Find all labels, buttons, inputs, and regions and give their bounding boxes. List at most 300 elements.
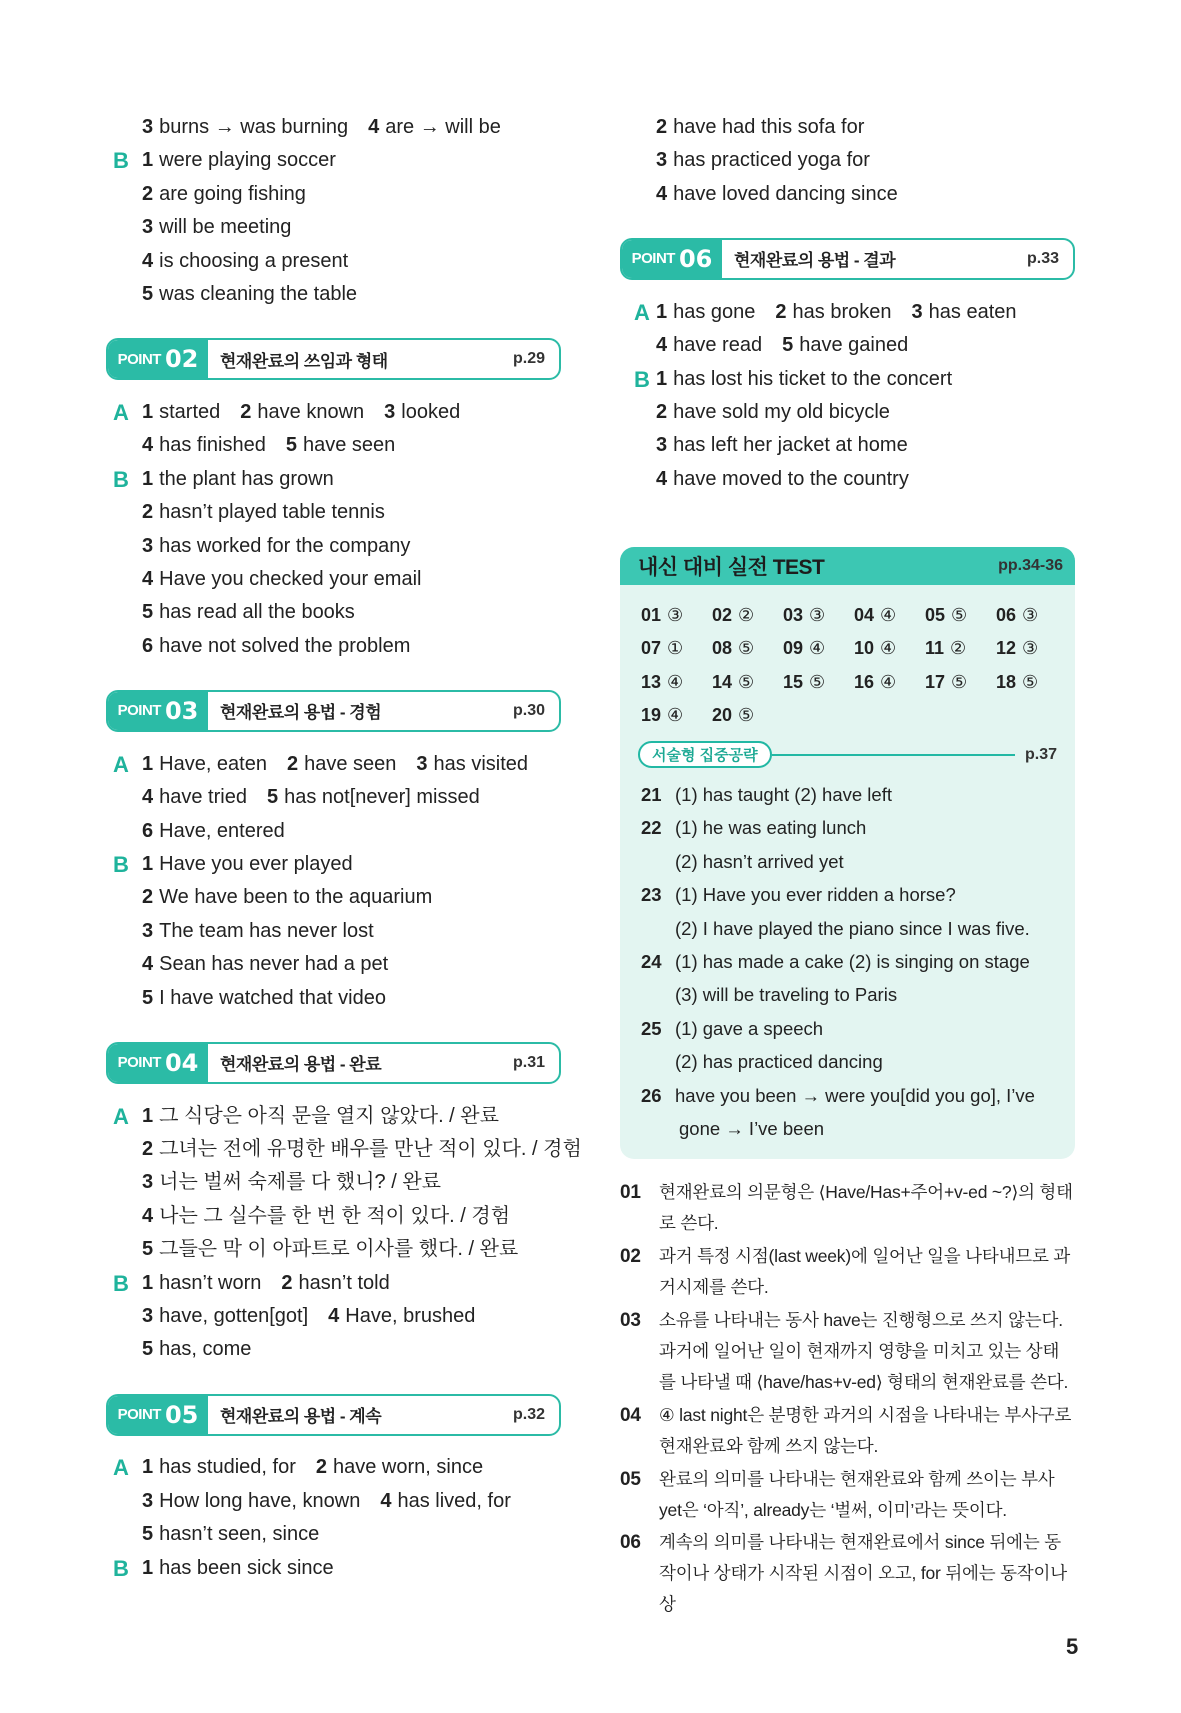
answer-items bbox=[656, 329, 928, 362]
answer-cell bbox=[925, 632, 996, 665]
section-letter: A bbox=[113, 400, 129, 426]
item-number: 2 bbox=[656, 116, 668, 138]
answer-items bbox=[656, 429, 928, 462]
section-letter: B bbox=[113, 148, 129, 174]
item-text: has been sick since bbox=[159, 1556, 334, 1579]
answer-items bbox=[142, 111, 521, 144]
item-text: has worked for the company bbox=[159, 534, 411, 557]
answer-choice: ② bbox=[738, 605, 755, 626]
section-header bbox=[106, 690, 561, 732]
item-number: 2 bbox=[281, 1271, 293, 1294]
answer-grid-row bbox=[641, 666, 1075, 699]
answer-cell bbox=[854, 599, 925, 632]
answer-items bbox=[142, 530, 430, 563]
item-number: 4 bbox=[380, 1489, 392, 1512]
item-number: 5 bbox=[266, 786, 279, 809]
answer-line bbox=[106, 815, 561, 848]
question-number: 14 bbox=[712, 671, 733, 692]
item-number: 1 bbox=[142, 1271, 154, 1294]
item-text: have loved dancing since bbox=[673, 182, 898, 205]
answer-item bbox=[142, 953, 388, 975]
answer-item bbox=[328, 1305, 475, 1327]
answer-items bbox=[142, 563, 441, 596]
answer-line bbox=[620, 111, 1075, 144]
answer-items bbox=[142, 982, 406, 1015]
item-text: have moved to the country bbox=[673, 467, 909, 490]
answer-line bbox=[106, 1233, 561, 1266]
answer-line bbox=[106, 1267, 561, 1300]
item-number: 1 bbox=[142, 853, 154, 876]
point-tag bbox=[622, 240, 722, 278]
section-title: 현재완료의 용법 - 계속 bbox=[220, 1407, 382, 1427]
answer-item bbox=[416, 753, 528, 775]
written-answer bbox=[620, 1079, 1075, 1146]
item-text: have read bbox=[673, 334, 763, 357]
answer-item bbox=[142, 1105, 499, 1127]
answer-item bbox=[656, 301, 755, 323]
written-answer bbox=[620, 778, 1075, 811]
item-number: 3 bbox=[416, 752, 428, 775]
answer-line bbox=[106, 630, 561, 663]
item-text: hasn’t played table tennis bbox=[159, 501, 385, 524]
answer-cell bbox=[996, 632, 1067, 665]
item-number: 2 bbox=[775, 300, 787, 323]
answer-item bbox=[775, 301, 891, 323]
item-text: Have you checked your email bbox=[159, 567, 422, 590]
item-text: has finished bbox=[159, 434, 266, 457]
answer-items bbox=[142, 948, 408, 981]
answer-item bbox=[656, 149, 870, 171]
question-number: 07 bbox=[641, 638, 662, 659]
item-text: have sold my old bicycle bbox=[673, 401, 890, 424]
answer-item bbox=[384, 401, 460, 423]
item-text: has, come bbox=[159, 1338, 252, 1361]
item-text: have, gotten[got] bbox=[159, 1305, 309, 1327]
item-text: 그녀는 전에 유명한 배우를 만난 적이 있다. / 경험 bbox=[159, 1138, 582, 1161]
item-text: The team has never lost bbox=[159, 919, 374, 942]
explanation-number: 02 bbox=[620, 1246, 641, 1268]
explanation-text: 현재완료의 의문형은 ⟨Have/Has+주어+v-ed ~?⟩의 형태로 쓴다. bbox=[659, 1182, 1073, 1234]
item-text: is choosing a present bbox=[159, 249, 349, 272]
answer-item bbox=[142, 116, 348, 138]
answer-line bbox=[106, 1518, 561, 1551]
answer-line bbox=[106, 948, 561, 981]
item-text: have seen bbox=[304, 752, 397, 775]
answer-line bbox=[106, 1200, 561, 1233]
answer-item bbox=[142, 183, 306, 205]
item-number: 4 bbox=[142, 249, 154, 272]
item-number: 6 bbox=[142, 634, 154, 657]
answer-items bbox=[142, 881, 452, 914]
subsection-page: p.37 bbox=[1024, 745, 1057, 763]
point-label: POINT bbox=[117, 1406, 161, 1424]
point-label: POINT bbox=[117, 702, 161, 720]
item-text: are → will be bbox=[385, 116, 501, 138]
point-number: 05 bbox=[164, 1400, 199, 1429]
answer-cell bbox=[641, 599, 712, 632]
question-number: 01 bbox=[641, 605, 662, 626]
item-text: Have, entered bbox=[159, 819, 285, 842]
item-text: has read all the books bbox=[159, 601, 355, 624]
item-number: 2 bbox=[142, 501, 154, 524]
item-number: 2 bbox=[315, 1456, 327, 1479]
question-number: 21 bbox=[641, 783, 662, 805]
answer-line bbox=[106, 982, 561, 1015]
item-number: 6 bbox=[142, 819, 154, 842]
explanation bbox=[620, 1305, 1075, 1398]
item-text: has studied, for bbox=[159, 1456, 296, 1479]
explanation-text: 소유를 나타내는 동사 have는 진행형으로 쓰지 않는다. 과거에 일어난 일이 현재까지 영향을 미치고 있는 상태를 나타낼 때 ⟨have/has+v-ed⟩ 형태의 현재완료를 쓴다. bbox=[659, 1310, 1069, 1393]
item-number: 2 bbox=[142, 886, 154, 909]
item-number: 2 bbox=[142, 1138, 154, 1161]
item-number: 4 bbox=[656, 467, 668, 490]
answer-item bbox=[142, 1138, 582, 1160]
written-answer bbox=[620, 811, 1075, 878]
item-text: looked bbox=[401, 401, 461, 424]
answer-item bbox=[142, 1238, 518, 1260]
answer-choice: ⑤ bbox=[809, 671, 826, 692]
answer-choice: ⑤ bbox=[1022, 671, 1039, 692]
item-text: has lived, for bbox=[397, 1489, 511, 1512]
section-letter: A bbox=[113, 751, 129, 777]
question-number: 17 bbox=[925, 671, 946, 692]
section-title: 현재완료의 용법 - 결과 bbox=[734, 251, 896, 271]
section-title: 현재완료의 쓰임과 형태 bbox=[220, 351, 388, 371]
answer-item bbox=[142, 601, 355, 623]
answer-item bbox=[656, 434, 908, 456]
answer-choice: ⑤ bbox=[951, 671, 968, 692]
item-text: will be meeting bbox=[159, 216, 292, 239]
answer-line bbox=[620, 178, 1075, 211]
answer-item bbox=[142, 1272, 261, 1294]
item-text: hasn’t told bbox=[298, 1271, 390, 1294]
answer-line bbox=[106, 463, 561, 496]
answer-item bbox=[142, 250, 348, 272]
divider-line bbox=[772, 754, 1015, 756]
left-column bbox=[106, 111, 582, 1585]
answer-items bbox=[142, 144, 356, 177]
answer-grid-row bbox=[641, 599, 1075, 632]
answer-cell bbox=[925, 666, 996, 699]
item-number: 5 bbox=[782, 334, 794, 357]
answer-line bbox=[106, 1300, 561, 1333]
answer-line bbox=[620, 296, 1075, 329]
answer-choice: ⑤ bbox=[738, 638, 755, 659]
answer-item bbox=[142, 987, 386, 1009]
answer-cell bbox=[996, 666, 1067, 699]
item-text: has gone bbox=[673, 300, 756, 323]
question-number: 02 bbox=[712, 605, 733, 626]
question-number: 16 bbox=[854, 671, 875, 692]
answer-cell bbox=[783, 632, 854, 665]
item-text: has practiced yoga for bbox=[673, 149, 870, 172]
answer-choice: ⑤ bbox=[738, 671, 755, 692]
section-letter: B bbox=[634, 366, 650, 392]
item-text: have not solved the problem bbox=[159, 634, 411, 657]
answer-item bbox=[656, 468, 909, 490]
answer-item bbox=[142, 1171, 441, 1193]
answer-item bbox=[240, 401, 364, 423]
item-text: Have, brushed bbox=[345, 1305, 476, 1327]
item-text: hasn’t seen, since bbox=[159, 1523, 320, 1546]
item-number: 2 bbox=[656, 401, 668, 424]
explanation-text: 계속의 의미를 나타내는 현재완료에서 since 뒤에는 동작이나 상태가 시작된 시점이 오고, for 뒤에는 동작이나 상 bbox=[659, 1532, 1067, 1615]
answer-choice: ⑤ bbox=[738, 704, 755, 725]
question-number: 06 bbox=[996, 605, 1017, 626]
answer-text: (1) gave a speech bbox=[675, 1017, 824, 1039]
item-number: 3 bbox=[656, 434, 668, 457]
answer-choice: ③ bbox=[809, 605, 826, 626]
answer-choice: ③ bbox=[667, 605, 684, 626]
explanations bbox=[620, 1177, 1075, 1620]
answer-items bbox=[142, 1267, 410, 1300]
item-number: 1 bbox=[142, 1104, 154, 1127]
item-number: 3 bbox=[142, 534, 154, 557]
item-text: have seen bbox=[303, 434, 396, 457]
answer-item bbox=[287, 753, 396, 775]
answer-item bbox=[142, 1490, 360, 1512]
answer-line bbox=[106, 496, 561, 529]
section-letter: B bbox=[113, 1270, 129, 1296]
answer-line bbox=[106, 278, 561, 311]
explanation bbox=[620, 1527, 1075, 1620]
item-number: 5 bbox=[285, 434, 297, 457]
section-letter: A bbox=[113, 1103, 129, 1129]
answer-line bbox=[106, 1100, 561, 1133]
item-number: 4 bbox=[142, 434, 154, 457]
test-page: pp.34-36 bbox=[998, 557, 1063, 575]
item-number: 3 bbox=[656, 149, 668, 172]
item-number: 1 bbox=[142, 1556, 154, 1579]
item-text: How long have, known bbox=[159, 1489, 361, 1512]
answer-items bbox=[142, 429, 415, 462]
written-answer bbox=[620, 945, 1075, 1012]
item-text: burns → was burning bbox=[159, 116, 349, 138]
answer-items bbox=[142, 848, 373, 881]
item-text: hasn’t worn bbox=[159, 1271, 262, 1294]
page-reference: p.31 bbox=[512, 1053, 545, 1071]
answer-items bbox=[656, 296, 1037, 329]
item-number: 5 bbox=[142, 282, 154, 305]
answer-items bbox=[142, 245, 368, 278]
answer-line bbox=[106, 1133, 582, 1166]
item-text: 그들은 막 이 아파트로 이사를 했다. / 완료 bbox=[159, 1238, 519, 1261]
explanation-text: 과거 특정 시점(last week)에 일어난 일을 나타내므로 과거시제를 쓴다. bbox=[659, 1246, 1071, 1298]
answer-items bbox=[142, 815, 305, 848]
answer-item bbox=[656, 368, 952, 390]
answer-line bbox=[106, 915, 561, 948]
written-answer bbox=[620, 878, 1075, 945]
item-number: 3 bbox=[911, 300, 923, 323]
answer-grid-row bbox=[641, 632, 1075, 665]
explanation-number: 06 bbox=[620, 1532, 641, 1554]
answer-cell bbox=[712, 599, 783, 632]
item-number: 1 bbox=[142, 401, 154, 424]
answer-text: (1) has made a cake (2) is singing on stage bbox=[675, 950, 1030, 972]
section-letter: B bbox=[113, 466, 129, 492]
answer-item bbox=[142, 753, 267, 775]
answer-text: (2) I have played the piano since I was five. bbox=[675, 917, 1030, 939]
answer-cell bbox=[712, 699, 783, 732]
point-tag bbox=[108, 692, 208, 730]
item-text: were playing soccer bbox=[159, 149, 336, 172]
item-number: 5 bbox=[142, 1238, 154, 1261]
answer-line bbox=[106, 596, 561, 629]
test-title: 내신 대비 실전 TEST bbox=[638, 556, 825, 580]
answer-items bbox=[142, 1485, 531, 1518]
item-number: 4 bbox=[142, 953, 154, 976]
answer-item bbox=[142, 216, 291, 238]
answer-items bbox=[142, 211, 311, 244]
question-number: 13 bbox=[641, 671, 662, 692]
question-number: 24 bbox=[641, 950, 662, 972]
point-label: POINT bbox=[117, 1054, 161, 1072]
answer-choice: ⑤ bbox=[951, 605, 968, 626]
answer-item bbox=[142, 1205, 510, 1227]
answer-line bbox=[106, 781, 561, 814]
item-text: have tried bbox=[159, 786, 247, 809]
answer-item bbox=[142, 920, 374, 942]
answer-item bbox=[782, 334, 908, 356]
item-number: 5 bbox=[142, 1523, 154, 1546]
answer-line bbox=[106, 748, 561, 781]
answer-choice: ④ bbox=[880, 638, 897, 659]
item-text: have gained bbox=[799, 334, 909, 357]
question-number: 18 bbox=[996, 671, 1017, 692]
explanation-number: 01 bbox=[620, 1182, 641, 1204]
item-text: We have been to the aquarium bbox=[159, 886, 433, 909]
answer-line bbox=[106, 211, 561, 244]
answer-items bbox=[142, 748, 548, 781]
item-number: 5 bbox=[142, 1338, 154, 1361]
written-answer bbox=[620, 1012, 1075, 1079]
question-number: 10 bbox=[854, 638, 875, 659]
answer-line bbox=[620, 329, 1075, 362]
answer-line bbox=[106, 245, 561, 278]
test-panel bbox=[620, 547, 1075, 1159]
item-text: 그 식당은 아직 문을 열지 않았다. / 완료 bbox=[159, 1104, 499, 1127]
answer-item bbox=[142, 786, 247, 808]
answer-item bbox=[142, 1456, 296, 1478]
item-number: 1 bbox=[142, 467, 154, 490]
item-text: has visited bbox=[433, 752, 529, 775]
item-number: 4 bbox=[142, 786, 154, 809]
answer-item bbox=[142, 886, 432, 908]
item-number: 3 bbox=[142, 216, 154, 239]
item-number: 4 bbox=[142, 567, 154, 590]
answer-line bbox=[620, 363, 1075, 396]
item-text: 나는 그 실수를 한 번 한 적이 있다. / 경험 bbox=[159, 1204, 511, 1227]
item-text: the plant has grown bbox=[159, 467, 334, 490]
answer-line bbox=[106, 1451, 561, 1484]
point-number: 02 bbox=[164, 345, 199, 374]
answer-line bbox=[106, 848, 561, 881]
answer-line bbox=[106, 1166, 561, 1199]
question-number: 23 bbox=[641, 884, 662, 906]
answer-item bbox=[142, 1557, 334, 1579]
test-panel-header bbox=[620, 547, 1075, 585]
item-number: 5 bbox=[142, 986, 154, 1009]
item-number: 2 bbox=[286, 752, 299, 775]
answer-item bbox=[368, 116, 501, 138]
answer-line bbox=[106, 111, 561, 144]
answer-item bbox=[142, 1338, 251, 1360]
answer-text: (1) he was eating lunch bbox=[675, 817, 867, 839]
answer-choice: ③ bbox=[1022, 605, 1039, 626]
answer-items bbox=[142, 396, 480, 429]
answer-choice: ④ bbox=[667, 671, 684, 692]
point-label: POINT bbox=[117, 350, 161, 368]
answer-items bbox=[142, 278, 377, 311]
page-number: 5 bbox=[1066, 1634, 1079, 1659]
page-reference: p.30 bbox=[512, 701, 545, 719]
answer-text: (1) has taught (2) have left bbox=[675, 783, 892, 805]
answer-items bbox=[142, 781, 500, 814]
answer-items bbox=[142, 1133, 602, 1166]
point-tag bbox=[108, 1044, 208, 1082]
section-title: 현재완료의 용법 - 경험 bbox=[220, 703, 382, 723]
explanation-text: 완료의 의미를 나타내는 현재완료와 함께 쓰이는 부사 yet은 ‘아직’, already는 ‘벌써, 이미’라는 뜻이다. bbox=[659, 1468, 1055, 1520]
item-number: 4 bbox=[368, 116, 380, 138]
item-text: has lost his ticket to the concert bbox=[673, 367, 953, 390]
answer-cell bbox=[712, 632, 783, 665]
answer-line bbox=[106, 530, 561, 563]
answer-cell bbox=[641, 632, 712, 665]
answer-grid-row bbox=[641, 699, 1075, 732]
explanation-number: 03 bbox=[620, 1310, 641, 1332]
answer-text: (2) has practiced dancing bbox=[675, 1051, 883, 1073]
answer-line bbox=[106, 396, 561, 429]
answer-item bbox=[656, 183, 898, 205]
answer-items bbox=[656, 178, 918, 211]
explanation-text: ④ last night은 분명한 과거의 시점을 나타내는 부사구로 현재완료와 함께 쓰지 않는다. bbox=[659, 1404, 1072, 1456]
point-label: POINT bbox=[631, 250, 675, 268]
question-number: 12 bbox=[996, 638, 1017, 659]
item-number: 3 bbox=[384, 401, 396, 424]
answer-items bbox=[656, 111, 884, 144]
answer-items bbox=[142, 1333, 271, 1366]
answer-item bbox=[142, 1305, 308, 1327]
answer-items bbox=[142, 596, 375, 629]
answer-items bbox=[142, 1200, 530, 1233]
answer-items bbox=[142, 1300, 495, 1333]
answer-cell bbox=[641, 699, 712, 732]
answer-items bbox=[142, 1166, 461, 1199]
answer-items bbox=[142, 1451, 503, 1484]
answer-line bbox=[106, 881, 561, 914]
section-header bbox=[106, 1042, 561, 1084]
item-number: 4 bbox=[328, 1305, 340, 1327]
answer-items bbox=[656, 144, 890, 177]
point-tag bbox=[108, 340, 208, 378]
answer-cell bbox=[854, 666, 925, 699]
subsection-header bbox=[638, 740, 1057, 770]
question-number: 04 bbox=[854, 605, 875, 626]
answer-item bbox=[142, 434, 266, 456]
answer-line bbox=[106, 563, 561, 596]
point-tag bbox=[108, 1396, 208, 1434]
section-letter: B bbox=[113, 852, 129, 878]
answer-items bbox=[656, 396, 910, 429]
item-text: was cleaning the table bbox=[159, 282, 358, 305]
item-text: Sean has never had a pet bbox=[159, 953, 389, 976]
answer-items bbox=[142, 463, 354, 496]
answer-item bbox=[142, 1523, 319, 1545]
item-number: 1 bbox=[656, 367, 668, 390]
page-reference: p.33 bbox=[1026, 249, 1059, 267]
question-number: 11 bbox=[925, 638, 945, 659]
section-letter: B bbox=[113, 1555, 129, 1581]
